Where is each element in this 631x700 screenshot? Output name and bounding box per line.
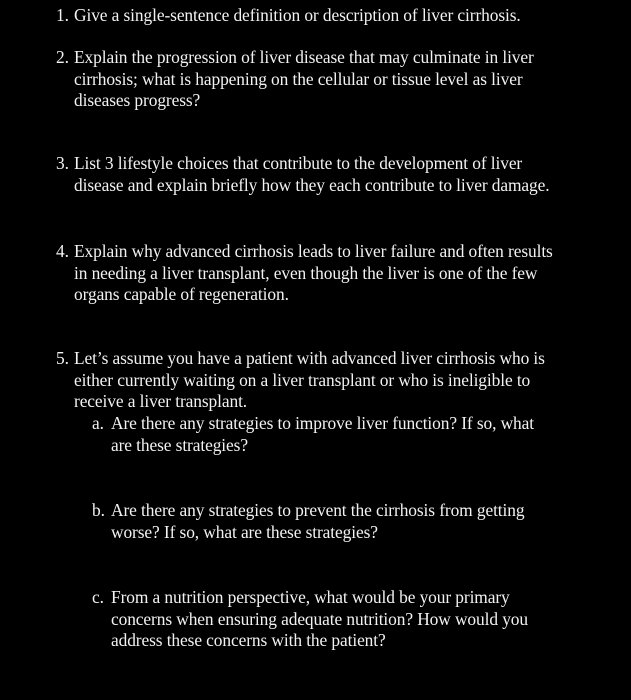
subquestion-letter: a. [92, 413, 104, 433]
subquestion-line: From a nutrition perspective, what would be your primary [111, 587, 510, 607]
subquestion-line: worse? If so, what are these strategies? [111, 521, 378, 542]
question-text [74, 47, 534, 112]
question-line: disease and explain briefly how they each contribute to liver damage. [74, 174, 550, 195]
subquestion-text [111, 413, 534, 456]
question-number: 1. [56, 5, 69, 25]
question-number: 4. [56, 241, 69, 261]
subquestion-line: Are there any strategies to prevent the cirrhosis from getting [111, 500, 525, 520]
question-line: cirrhosis; what is happening on the cellular or tissue level as liver [74, 68, 523, 89]
question-number: 2. [56, 47, 69, 67]
subquestion-line: address these concerns with the patient? [111, 630, 386, 650]
question-1 [56, 5, 521, 27]
question-text [74, 348, 545, 413]
subquestion-c [92, 587, 528, 652]
subquestion-letter: c. [92, 587, 104, 607]
question-line: in needing a liver transplant, even though the liver is one of the few [74, 262, 538, 283]
question-text [74, 153, 550, 196]
question-line: List 3 lifestyle choices that contribute to the development of liver [74, 153, 523, 173]
question-2 [56, 47, 534, 112]
question-line: Give a single-sentence definition or description of liver cirrhosis. [74, 5, 521, 25]
question-5 [56, 348, 545, 413]
question-line: diseases progress? [74, 90, 201, 110]
subquestion-text [111, 587, 528, 652]
question-4 [56, 241, 553, 306]
subquestion-line: Are there any strategies to improve liver function? If so, what [111, 413, 535, 433]
question-line: receive a liver transplant. [74, 391, 248, 411]
question-line: Explain the progression of liver disease that may culminate in liver [74, 47, 534, 67]
question-number: 5. [56, 348, 69, 368]
subquestion-text [111, 500, 524, 543]
subquestion-line: concerns when ensuring adequate nutrition? How would you [111, 608, 528, 629]
question-text [74, 5, 521, 27]
question-3 [56, 153, 550, 196]
question-line: Let’s assume you have a patient with advanced liver cirrhosis who is [74, 348, 545, 368]
subquestion-b [92, 500, 524, 543]
subquestion-a [92, 413, 534, 456]
question-line: Explain why advanced cirrhosis leads to liver failure and often results [74, 241, 553, 261]
question-text [74, 241, 553, 306]
subquestion-letter: b. [92, 500, 105, 520]
question-number: 3. [56, 153, 69, 173]
question-line: organs capable of regeneration. [74, 284, 289, 304]
subquestion-line: are these strategies? [111, 434, 248, 455]
question-line: either currently waiting on a liver transplant or who is ineligible to [74, 369, 531, 390]
